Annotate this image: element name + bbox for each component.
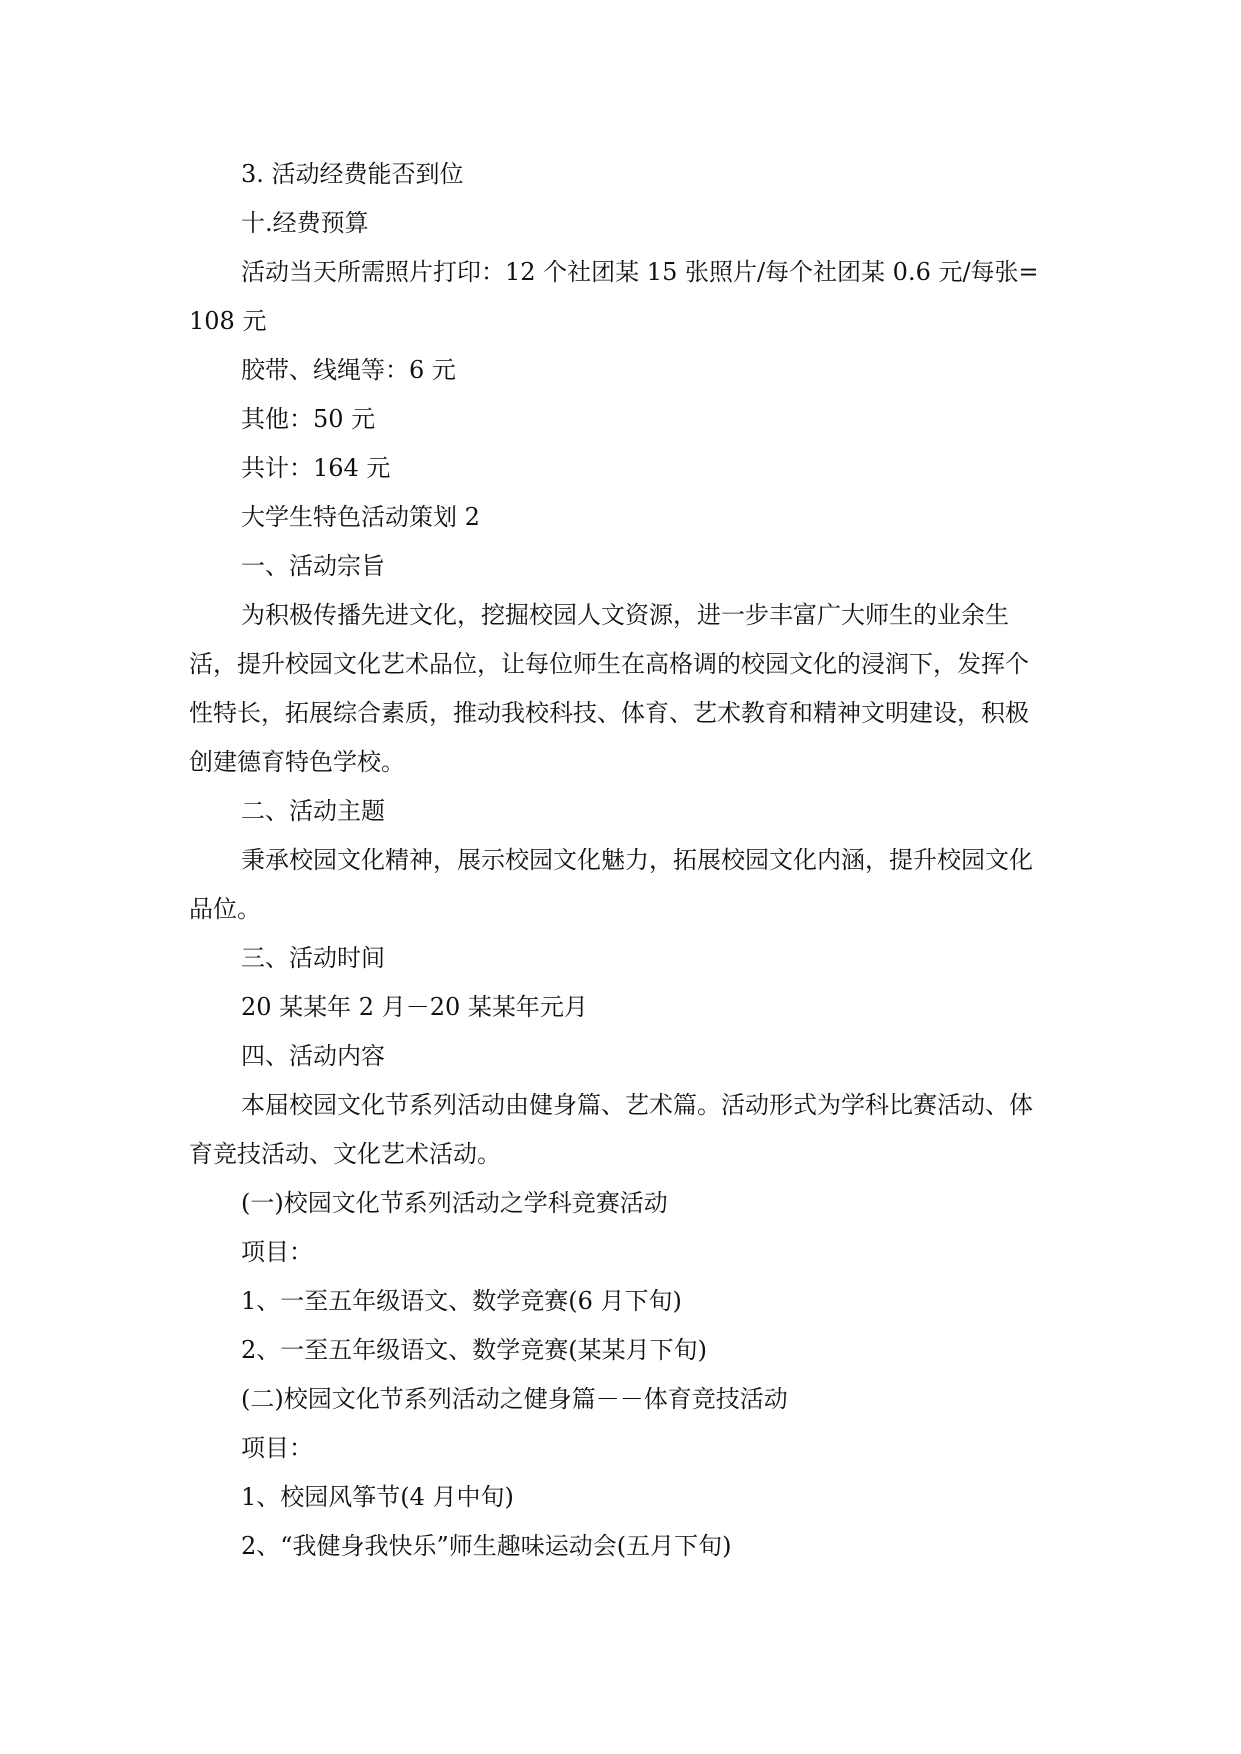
- section-heading: 四、活动内容: [241, 1042, 385, 1070]
- document-body: [189, 150, 1041, 1571]
- paragraph: 秉承校园文化精神，展示校园文化魅力，拓展校园文化内涵，提升校园文化品位。: [189, 846, 1033, 923]
- paragraph: 为积极传播先进文化，挖掘校园人文资源，进一步丰富广大师生的业余生活，提升校园文化艺术品位，让每位师生在高格调的校园文化的浸润下，发挥个性特长，拓展综合素质，推动我校科技、体育、艺术教育和精神文明建设，积极创建德育特色学校。: [189, 601, 1029, 776]
- paragraph: 其他：50 元: [241, 405, 376, 433]
- section-heading: 十.经费预算: [241, 209, 369, 237]
- list-item: 2、一至五年级语文、数学竞赛(某某月下旬): [241, 1336, 707, 1364]
- document-subtitle: 大学生特色活动策划 2: [241, 503, 480, 531]
- paragraph: 活动当天所需照片打印：12 个社团某 15 张照片/每个社团某 0.6 元/每张=108 元: [189, 258, 1039, 335]
- subsection-heading: (一)校园文化节系列活动之学科竞赛活动: [241, 1189, 668, 1217]
- section-heading: 三、活动时间: [241, 944, 385, 972]
- paragraph: 项目：: [241, 1238, 313, 1266]
- subsection-heading: (二)校园文化节系列活动之健身篇－－体育竞技活动: [241, 1385, 788, 1413]
- section-heading: 一、活动宗旨: [241, 552, 385, 580]
- paragraph: 共计：164 元: [241, 454, 391, 482]
- list-item: 2、“我健身我快乐”师生趣味运动会(五月下旬): [241, 1532, 732, 1560]
- paragraph: 项目：: [241, 1434, 313, 1462]
- paragraph: 本届校园文化节系列活动由健身篇、艺术篇。活动形式为学科比赛活动、体育竞技活动、文化艺术活动。: [189, 1091, 1033, 1168]
- section-heading: 二、活动主题: [241, 797, 385, 825]
- list-item: 1、一至五年级语文、数学竞赛(6 月下旬): [241, 1287, 682, 1315]
- paragraph: 胶带、线绳等：6 元: [241, 356, 456, 384]
- list-item: 1、校园风筝节(4 月中旬): [241, 1483, 514, 1511]
- paragraph: 20 某某年 2 月－20 某某年元月: [241, 993, 588, 1021]
- paragraph: 3. 活动经费能否到位: [241, 160, 464, 188]
